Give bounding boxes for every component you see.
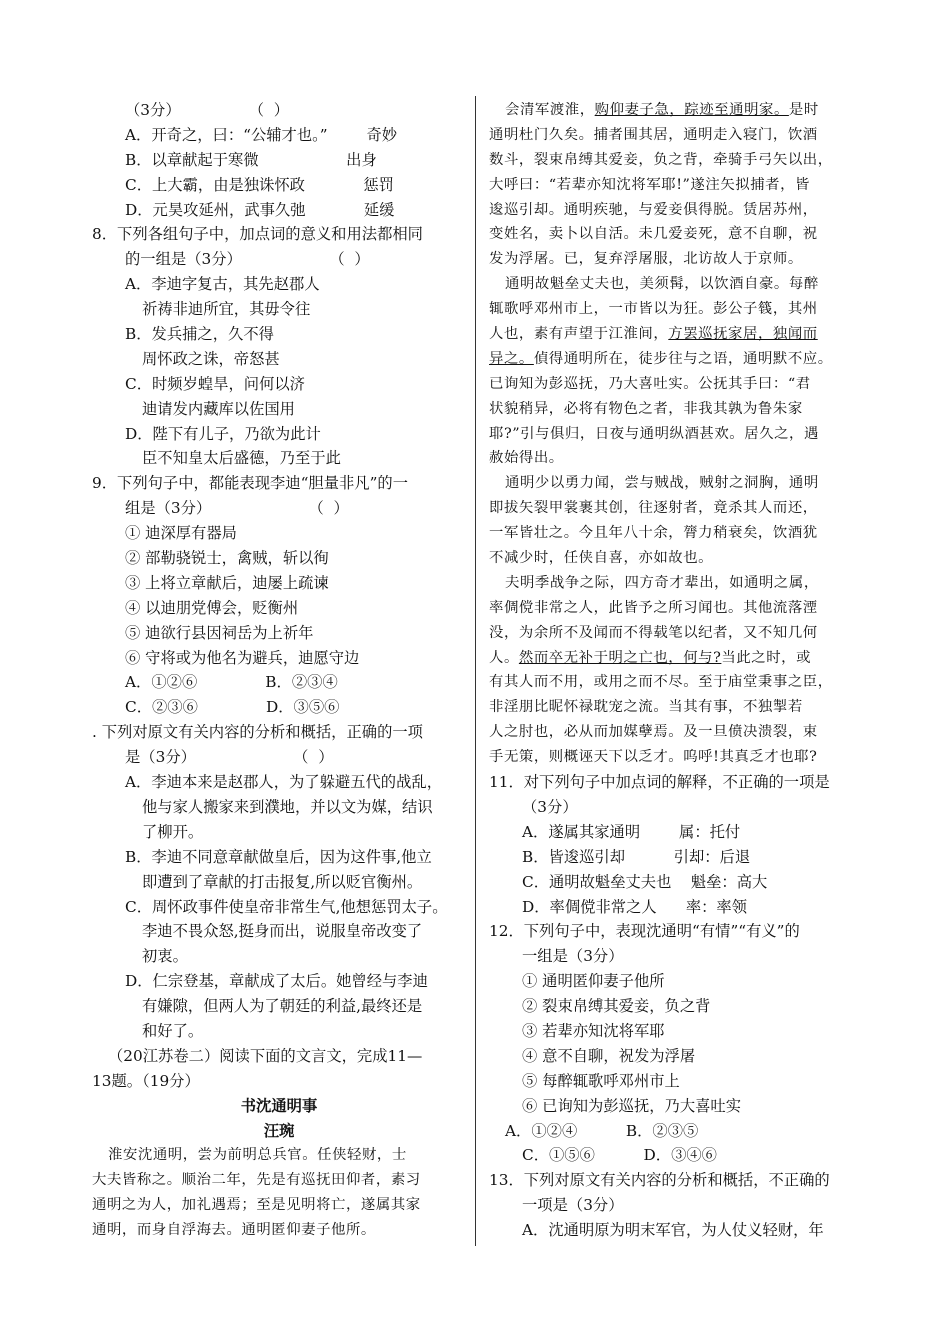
right-column-line: D．率倜傥非常之人 率：率领	[522, 897, 748, 916]
left-column-line: （20江苏卷二）阅读下面的文言文，完成11—	[108, 1046, 423, 1065]
left-column-line: 书沈通明事	[240, 1096, 318, 1115]
right-column-line: ⑤ 每醉辄歌呼邓州市上	[522, 1071, 680, 1090]
right-column-line: 率倜傥非常之人，此皆予之所习闻也。其他流落湮	[489, 599, 818, 616]
right-column-line: 一军皆壮之。今且年八十余，膂力稍衰矣，饮酒犹	[489, 525, 818, 542]
left-column-line: B．李迪不同意章献做皇后，因为这件事,他立	[125, 847, 432, 866]
left-column-line: 13题。（19分）	[92, 1071, 200, 1090]
left-column-line: C．周怀政事件使皇帝非常生气,他想惩罚太子。	[125, 897, 448, 916]
right-column-line: A．沈通明原为明末军官，为人仗义轻财，年	[522, 1221, 824, 1240]
right-column-line: C．①⑤⑥ D．③④⑥	[522, 1146, 717, 1165]
right-column-line: 逡巡引却。通明疾驰，与爱妾俱得脱。赁居苏州，	[489, 201, 818, 218]
right-column-line: 即拔矢裂甲裳裹其创，往逐射者，竟杀其人而还，	[489, 500, 818, 517]
left-column-line: A．开奇之，曰：“公辅才也。” 奇妙	[125, 125, 398, 144]
left-column-line: ③ 上将立章献后，迪屡上疏谏	[125, 573, 329, 592]
right-column-line: 人也，素有声望于江淮间，方罢巡抚家居，独闻而	[489, 326, 818, 343]
left-column-line: 淮安沈通明，尝为前明总兵官。任侠轻财，士	[108, 1147, 407, 1164]
left-column-line: ① 迪深厚有器局	[125, 524, 237, 543]
left-column-line: 周怀政之诛，帝怒甚	[142, 349, 280, 368]
right-column-line: B．皆逡巡引却 引却：后退	[522, 847, 751, 866]
right-column-line: 耶?”引与俱归，日夜与通明纵酒甚欢。居久之，遇	[489, 425, 819, 442]
left-column-line: 和好了。	[142, 1021, 204, 1040]
right-column-line: 通明少以勇力闻，尝与贼战，贼射之洞胸，通明	[505, 475, 819, 492]
right-column-line: A．遂属其家通明 属：托付	[522, 822, 741, 841]
left-column-line: 大夫皆称之。顺治二年，先是有巡抚田仰者，素习	[92, 1172, 421, 1189]
right-column-line: 通明故魁垒丈夫也，美须髯，以饮酒自豪。每醉	[505, 276, 819, 293]
left-column-line: 组是（3分） （ ）	[125, 499, 349, 518]
left-column-line: D．元昊攻延州，武事久弛 延缓	[125, 200, 395, 219]
left-column-line: 9．下列句子中，都能表现李迪“胆量非凡”的一	[92, 474, 409, 493]
right-column	[489, 98, 867, 1243]
left-column-line: 是（3分） （ ）	[125, 748, 334, 767]
left-column	[92, 98, 466, 1243]
left-column-line: 臣不知皇太后盛德，乃至于此	[142, 449, 341, 468]
left-column-line: ⑥ 守将或为他名为避兵，迪愿守边	[125, 648, 360, 667]
left-column-line: 8．下列各组句子中，加点词的意义和用法都相同	[92, 225, 423, 244]
left-column-line: A．①②⑥ B．②③④	[125, 673, 338, 692]
left-column-line: 汪琬	[263, 1121, 295, 1140]
left-column-line: 有嫌隙，但两人为了朝廷的利益,最终还是	[142, 997, 423, 1016]
right-column-line: 夫明季战争之际，四方奇才辈出，如通明之属，	[505, 574, 819, 591]
left-column-line: 李迪不畏众怒,挺身而出，说服皇帝改变了	[142, 922, 423, 941]
left-column-line: 迪请发内藏库以佐国用	[142, 399, 295, 418]
left-column-line: 通明，而身自浮海去。通明匿仰妻子他所。	[92, 1222, 376, 1239]
right-column-line: 通明杜门久矣。捕者围其居，通明走入寝门，饮酒	[489, 126, 818, 143]
right-column-line: 12．下列句子中，表现沈通明“有情”“有义”的	[489, 922, 800, 941]
underlined-phrase: 异之。	[489, 350, 534, 367]
right-column-line: ④ 意不自聊，祝发为浮屠	[522, 1046, 696, 1065]
left-column-line: 的一组是（3分） （ ）	[125, 250, 370, 269]
right-column-line: 状貌稍异，必将有物色之者，非我其孰为鲁朱家	[489, 400, 803, 417]
left-column-line: 他与家人搬家来到濮地，并以文为媒，结识	[142, 797, 433, 816]
right-column-line: 会清军渡淮，购仰妻子急，踪迹至通明家。是时	[505, 102, 819, 118]
left-column-line: ④ 以迪朋党傅会，贬衡州	[125, 598, 299, 617]
right-column-line: 已询知为彭巡抚，乃大喜吐实。公抚其手曰：“君	[489, 375, 811, 392]
right-column-line: 11．对下列句子中加点词的解释，不正确的一项是	[489, 773, 830, 792]
right-column-line: 有其人而不用，或用之而不尽。至于庙堂秉事之臣，	[489, 674, 833, 691]
right-column-line: （3分）	[522, 797, 578, 816]
right-column-line: 变姓名，卖卜以自活。未几爱妾死，意不自聊，祝	[489, 226, 818, 243]
right-column-line: C．通明故魁垒丈夫也 魁垒：高大	[522, 872, 768, 891]
right-column-line: 人。然而卒无补于明之亡也，何与?当此之时，或	[489, 649, 812, 666]
left-column-line: ⑤ 迪欲行县因祠岳为上祈年	[125, 623, 314, 642]
right-column-line: 13．下列对原文有关内容的分析和概括，不正确的	[489, 1171, 830, 1190]
left-column-line: C．上大霸，由是独诛怀政 惩罚	[125, 175, 394, 194]
left-column-line: A．李迪本来是赵郡人，为了躲避五代的战乱，	[125, 773, 442, 792]
left-column-line: 即遭到了章献的打击报复,所以贬官衡州。	[142, 872, 423, 891]
left-column-line: B．发兵捕之，久不得	[125, 325, 274, 344]
column-divider	[475, 96, 476, 1246]
right-column-line: A．①②④ B．②③⑤	[505, 1121, 699, 1140]
left-column-line: 通明之为人，加礼遇焉；至是见明将亡，遂属其家	[92, 1197, 421, 1214]
right-column-line: 赦始得出。	[489, 450, 564, 467]
left-column-line: ② 部勒骁锐士，禽贼，斩以徇	[125, 549, 329, 568]
right-column-line: 发为浮屠。已，复弃浮屠服，北访故人于京师。	[489, 251, 803, 268]
right-column-line: ③ 若辈亦知沈将军耶	[522, 1021, 665, 1040]
left-column-line: D．仁宗登基，章献成了太后。她曾经与李迪	[125, 972, 428, 991]
left-column-line: 祈祷非迪所宜，其毋令往	[142, 300, 311, 319]
left-column-line: 了柳开。	[142, 822, 204, 841]
right-column-line: 一组是（3分）	[522, 947, 624, 966]
left-column-line: . 下列对原文有关内容的分析和概括，正确的一项	[92, 723, 423, 742]
right-column-line: 手无策，则概诬天下以乏才。呜呼!其真乏才也耶?	[489, 749, 818, 766]
right-column-line: 人之肘也，必从而加媒孽焉。及一旦偾决溃裂，束	[489, 724, 818, 741]
left-column-line: A．李迪字复古，其先赵郡人	[125, 275, 320, 294]
right-column-line: 大呼曰：“若辈亦知沈将军耶!”遂注矢拟捕者，皆	[489, 176, 810, 193]
right-column-line: 非淫朋比昵怀禄耽宠之流。当其有事，不独掣若	[489, 699, 803, 716]
left-column-line: C．时频岁蝗旱，问何以济	[125, 374, 305, 393]
right-column-line: ② 裂束帛缚其爱妾，负之背	[522, 997, 711, 1016]
right-column-line: 不减少时，任侠自喜，亦如故也。	[489, 550, 714, 567]
right-column-line: 数斗，裂束帛缚其爱妾，负之背，牵骑手弓矢以出，	[489, 151, 833, 168]
underlined-phrase: 购仰妻子急，踪迹至通明家。	[594, 102, 789, 118]
right-column-line: 辄歌呼邓州市上，一市皆以为狂。彭公子篯，其州	[489, 301, 818, 318]
left-column-line: 初衷。	[142, 947, 188, 966]
left-column-line: B．以章献起于寒微 出身	[125, 150, 377, 169]
underlined-phrase: 方罢巡抚家居，独闻而	[668, 326, 818, 343]
right-column-line: ① 通明匿仰妻子他所	[522, 972, 665, 991]
underlined-phrase: 然而卒无补于明之亡也，何与?	[518, 649, 722, 666]
left-column-line: （3分） （ ）	[125, 101, 290, 119]
right-column-line: 一项是（3分）	[522, 1196, 624, 1215]
left-column-line: D．陛下有儿子，乃欲为此计	[125, 424, 321, 443]
right-column-line: 没，为余所不及闻而不得载笔以纪者，又不知几何	[489, 624, 818, 641]
right-column-line: ⑥ 已询知为彭巡抚，乃大喜吐实	[522, 1096, 742, 1115]
left-column-line: C．②③⑥ D．③⑤⑥	[125, 698, 340, 717]
right-column-line: 异之。偵得通明所在，徒步往与之语，通明默不应。	[489, 350, 833, 367]
